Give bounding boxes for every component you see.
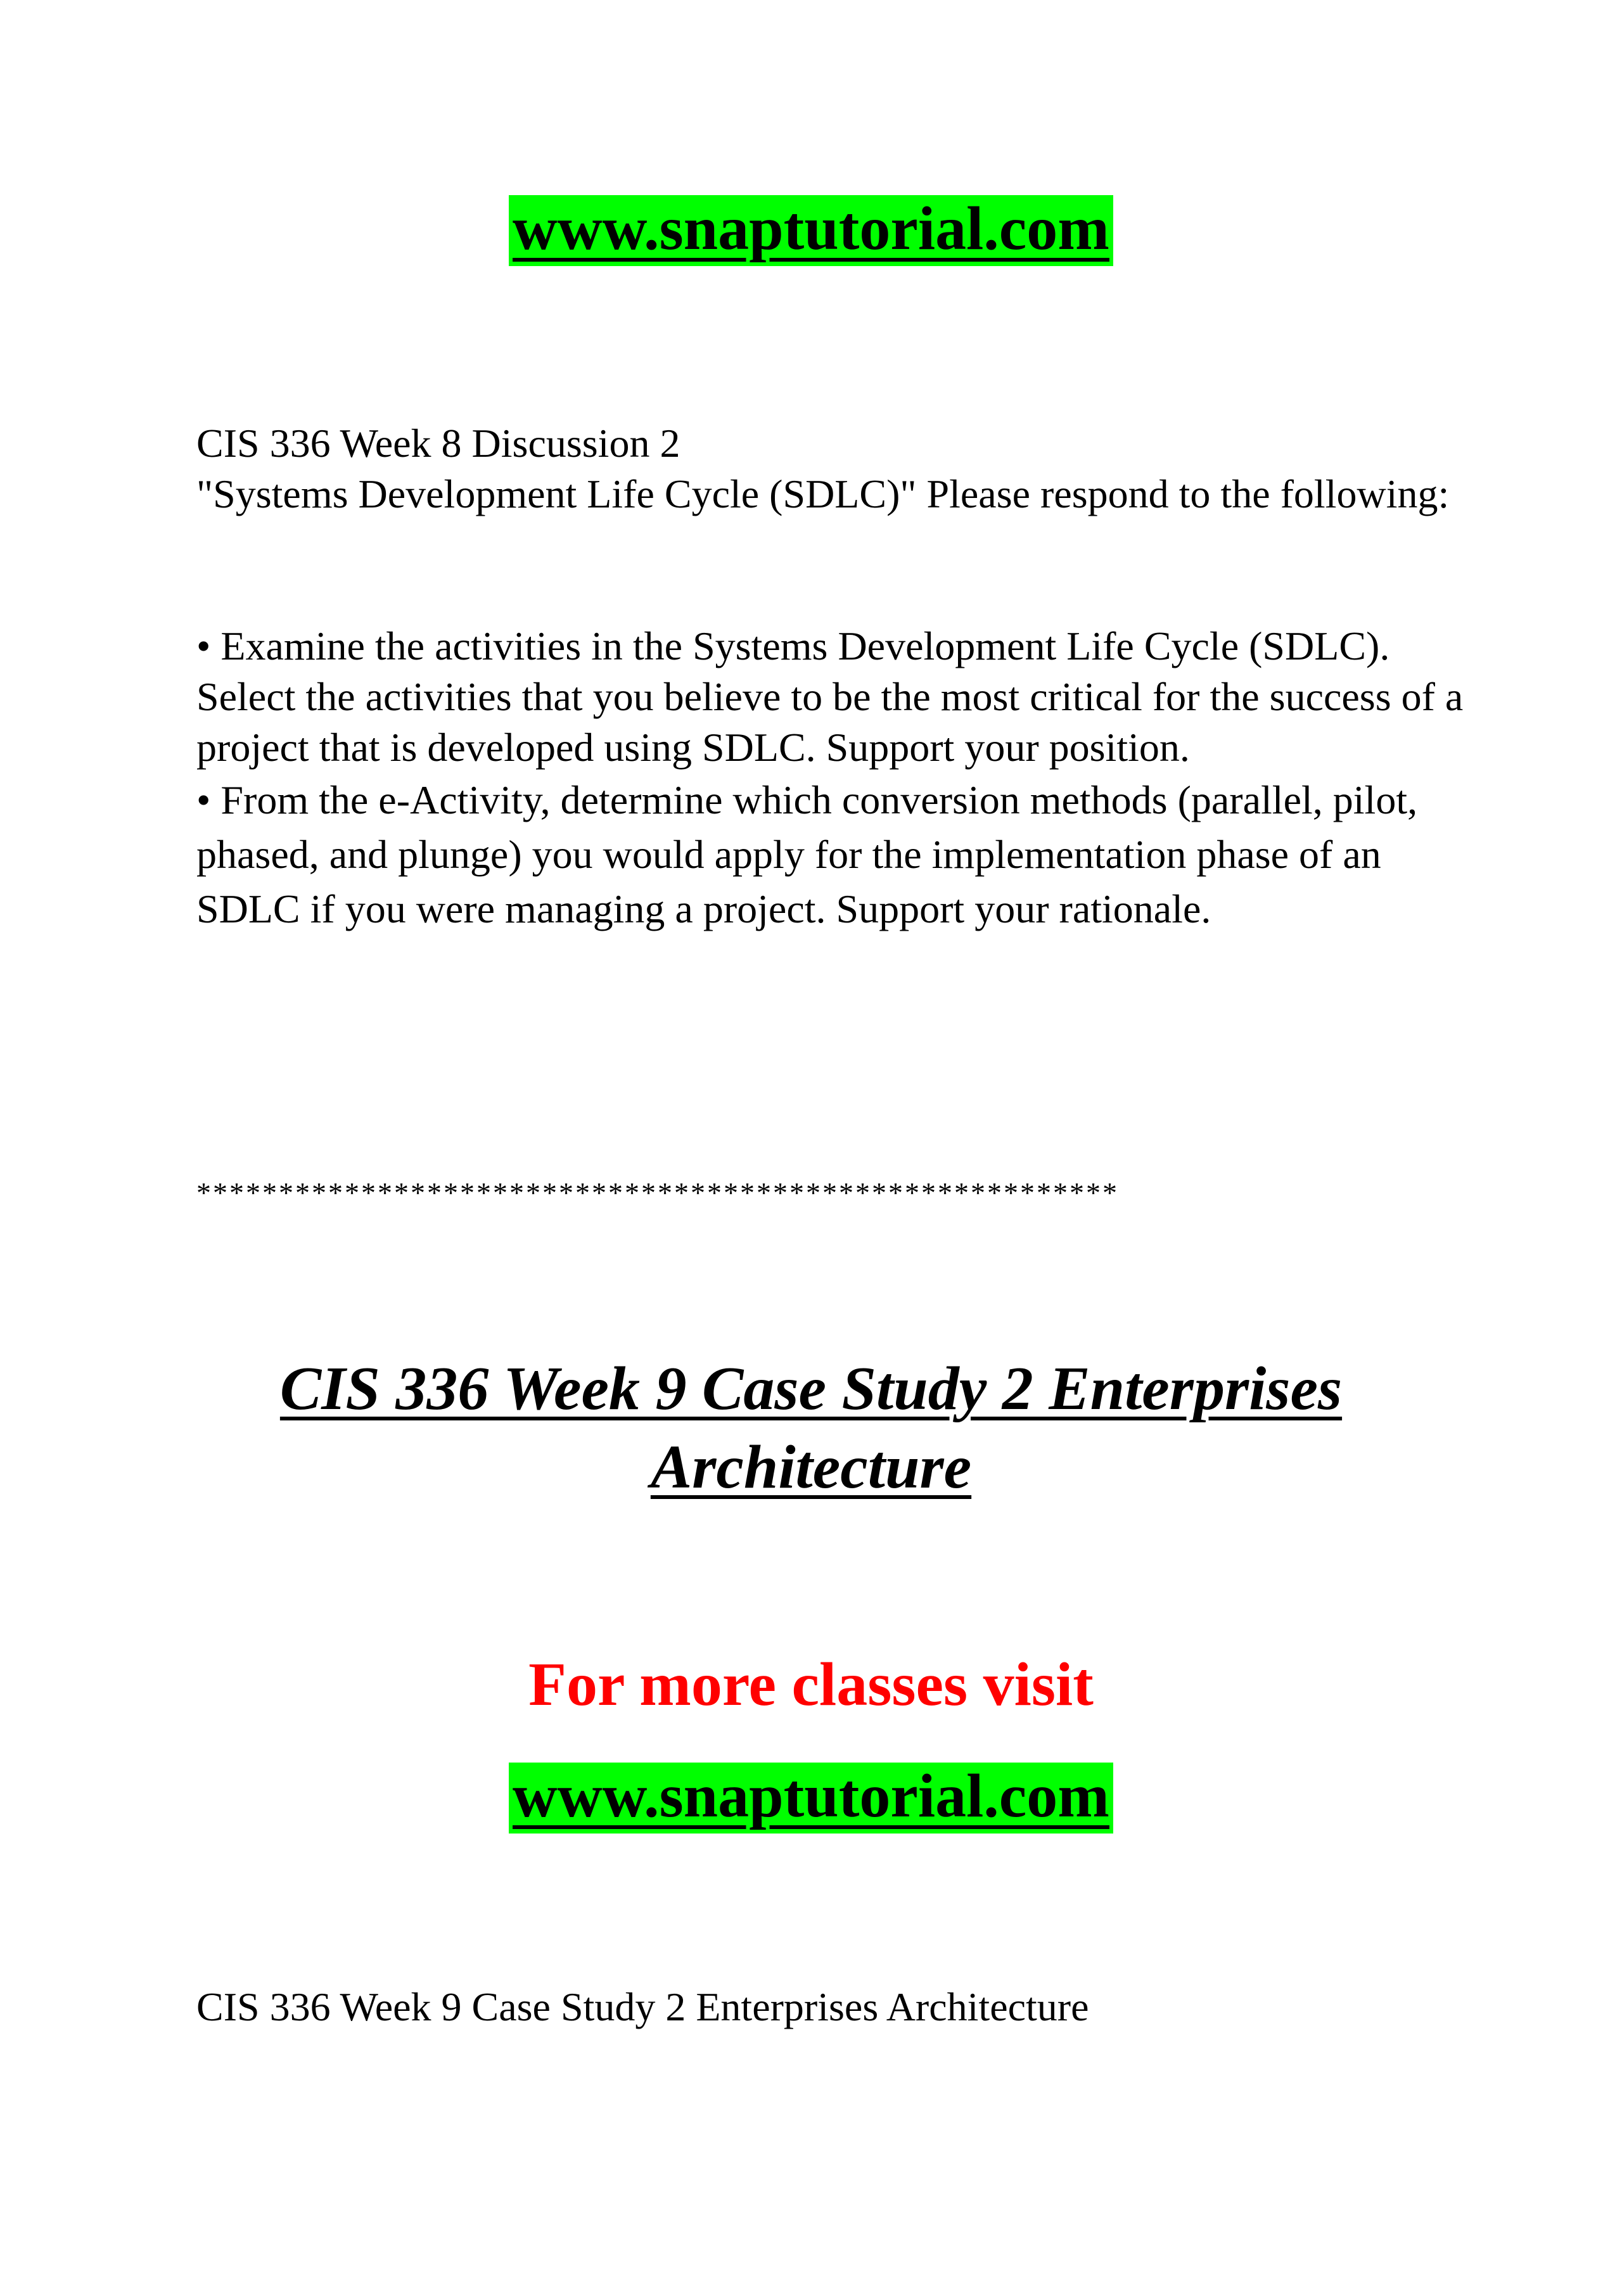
discussion-heading: CIS 336 Week 8 Discussion 2 bbox=[196, 421, 680, 466]
case-study-title bbox=[0, 1349, 1622, 1507]
bullet-item: • From the e-Activity, determine which conversion methods (parallel, pilot, phased, and plunge) you would apply for the implementation phase of an SDLC if you were managing a project. Support your rationale. bbox=[196, 777, 1418, 931]
header-site-link[interactable] bbox=[0, 195, 1622, 266]
bullet-item: • Examine the activities in the Systems Development Life Cycle (SDLC). Select the activities that you believe to be the most critical for the success of a project that is developed using SDLC. Support your position. bbox=[196, 623, 1464, 770]
discussion-bullets bbox=[196, 621, 1464, 936]
more-classes-text: For more classes visit bbox=[528, 1650, 1094, 1719]
case-study-title-line-2: Architecture bbox=[650, 1433, 972, 1502]
separator-stars: ******************************************************** bbox=[196, 1177, 1119, 1209]
header-site-link-text[interactable]: www.snaptutorial.com bbox=[509, 195, 1113, 266]
promo-site-link-text[interactable]: www.snaptutorial.com bbox=[509, 1763, 1113, 1834]
case-study-title-line-1: CIS 336 Week 9 Case Study 2 Enterprises bbox=[279, 1355, 1343, 1423]
discussion-prompt: "Systems Development Life Cycle (SDLC)" Please respond to the following: bbox=[196, 471, 1450, 516]
promo-site-link[interactable] bbox=[0, 1763, 1622, 1834]
footer-text: CIS 336 Week 9 Case Study 2 Enterprises Architecture bbox=[196, 1984, 1089, 2029]
